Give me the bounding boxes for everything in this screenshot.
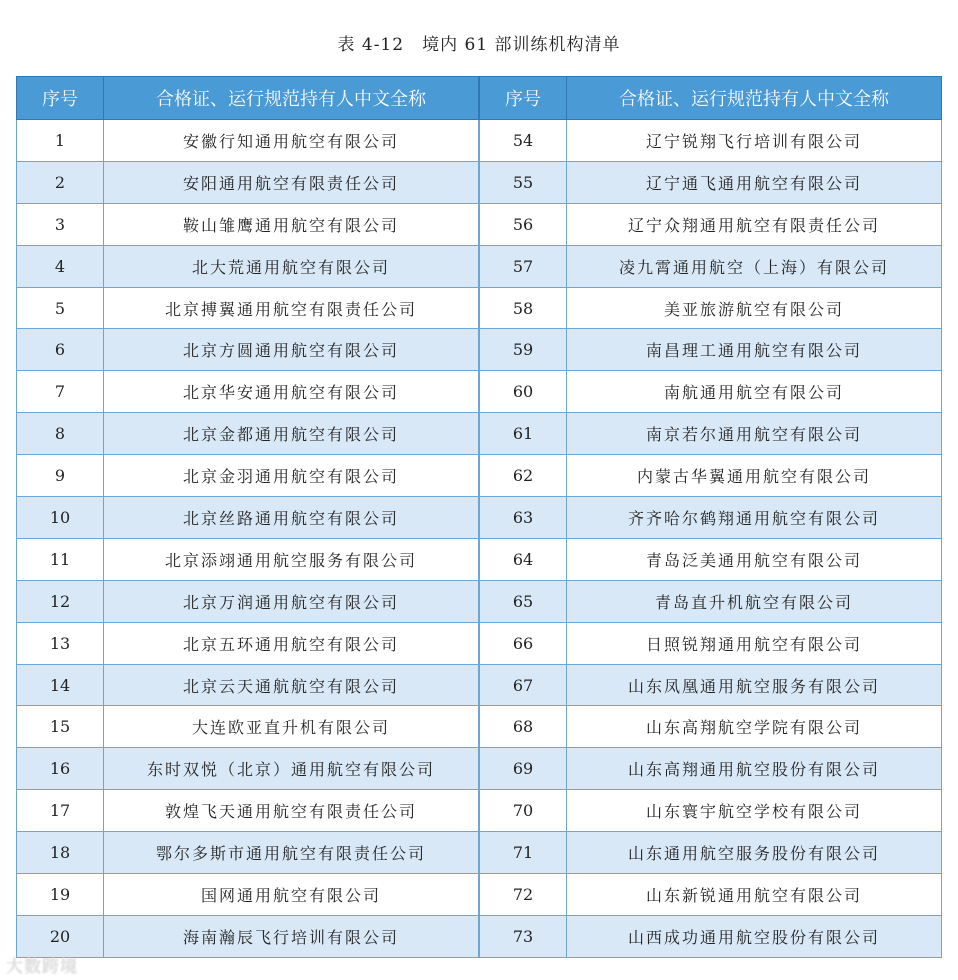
table-row [17,874,479,916]
table-row [480,790,942,832]
row-org-name: 青岛直升机航空有限公司 [567,580,942,622]
row-index: 16 [17,748,104,790]
table-row [17,622,479,664]
table-row [17,748,479,790]
row-org-name: 海南瀚辰飞行培训有限公司 [104,915,479,957]
table-row [480,413,942,455]
row-index: 2 [17,161,104,203]
row-org-name: 山东通用航空服务股份有限公司 [567,832,942,874]
row-index: 3 [17,203,104,245]
row-index: 7 [17,371,104,413]
row-index: 13 [17,622,104,664]
row-org-name: 大连欧亚直升机有限公司 [104,706,479,748]
row-index: 71 [480,832,567,874]
row-index: 63 [480,497,567,539]
table-left-half [16,76,479,958]
row-org-name: 南京若尔通用航空有限公司 [567,413,942,455]
table-row [480,832,942,874]
row-org-name: 山东高翔航空学院有限公司 [567,706,942,748]
table-row [480,120,942,162]
row-org-name: 鄂尔多斯市通用航空有限责任公司 [104,832,479,874]
table-row [480,538,942,580]
row-index: 54 [480,120,567,162]
row-org-name: 国网通用航空有限公司 [104,874,479,916]
table-caption: 表 4-12 境内 61 部训练机构清单 [337,35,621,55]
table-row [17,832,479,874]
header-name: 合格证、运行规范持有人中文全称 [104,77,479,120]
table-row [480,329,942,371]
row-index: 12 [17,580,104,622]
row-index: 70 [480,790,567,832]
row-org-name: 辽宁锐翔飞行培训有限公司 [567,120,942,162]
row-org-name: 内蒙古华翼通用航空有限公司 [567,455,942,497]
table-row [17,455,479,497]
row-org-name: 日照锐翔通用航空有限公司 [567,622,942,664]
row-index: 60 [480,371,567,413]
row-index: 69 [480,748,567,790]
row-index: 61 [480,413,567,455]
table-row [480,497,942,539]
table-row [17,497,479,539]
table-row [480,915,942,957]
table-row [17,706,479,748]
table-row [17,790,479,832]
row-index: 14 [17,664,104,706]
table-row [17,245,479,287]
table-row [480,245,942,287]
row-index: 64 [480,538,567,580]
table-row [17,161,479,203]
row-index: 67 [480,664,567,706]
table-row [17,120,479,162]
row-org-name: 北京金羽通用航空有限公司 [104,455,479,497]
table-row [480,748,942,790]
watermark-logo: 大数跨境 [6,957,78,977]
row-org-name: 美亚旅游航空有限公司 [567,287,942,329]
table-row [17,329,479,371]
header-row [17,77,479,120]
table-row [17,580,479,622]
row-index: 17 [17,790,104,832]
row-index: 55 [480,161,567,203]
row-org-name: 山西成功通用航空股份有限公司 [567,915,942,957]
table-row [17,915,479,957]
row-index: 66 [480,622,567,664]
row-index: 19 [17,874,104,916]
training-org-table [16,76,942,956]
table-row [17,287,479,329]
table-row [480,371,942,413]
table-row [480,203,942,245]
header-name: 合格证、运行规范持有人中文全称 [567,77,942,120]
row-org-name: 山东寰宇航空学校有限公司 [567,790,942,832]
row-index: 57 [480,245,567,287]
header-index: 序号 [480,77,567,120]
row-index: 6 [17,329,104,371]
row-index: 11 [17,538,104,580]
row-index: 18 [17,832,104,874]
row-org-name: 凌九霄通用航空（上海）有限公司 [567,245,942,287]
table-row [480,455,942,497]
row-index: 58 [480,287,567,329]
row-org-name: 北京华安通用航空有限公司 [104,371,479,413]
row-index: 10 [17,497,104,539]
row-index: 73 [480,915,567,957]
row-index: 62 [480,455,567,497]
row-org-name: 青岛泛美通用航空有限公司 [567,538,942,580]
row-index: 72 [480,874,567,916]
row-index: 1 [17,120,104,162]
row-index: 8 [17,413,104,455]
row-index: 5 [17,287,104,329]
table-row [480,874,942,916]
row-org-name: 南航通用航空有限公司 [567,371,942,413]
row-org-name: 北京方圆通用航空有限公司 [104,329,479,371]
row-org-name: 北大荒通用航空有限公司 [104,245,479,287]
row-org-name: 北京丝路通用航空有限公司 [104,497,479,539]
table-row [480,706,942,748]
row-index: 56 [480,203,567,245]
row-org-name: 辽宁众翔通用航空有限责任公司 [567,203,942,245]
table-row [480,287,942,329]
table-row [17,371,479,413]
row-org-name: 北京万润通用航空有限公司 [104,580,479,622]
row-index: 20 [17,915,104,957]
row-org-name: 辽宁通飞通用航空有限公司 [567,161,942,203]
table-right-half [479,76,942,958]
row-index: 59 [480,329,567,371]
table-row [480,580,942,622]
table-row [480,161,942,203]
table-row [480,664,942,706]
table-row [17,538,479,580]
row-org-name: 北京金都通用航空有限公司 [104,413,479,455]
row-org-name: 齐齐哈尔鹤翔通用航空有限公司 [567,497,942,539]
row-index: 15 [17,706,104,748]
row-org-name: 北京添翊通用航空服务有限公司 [104,538,479,580]
table-row [17,664,479,706]
table-row [480,622,942,664]
table-row [17,413,479,455]
row-org-name: 敦煌飞天通用航空有限责任公司 [104,790,479,832]
row-org-name: 东时双悦（北京）通用航空有限公司 [104,748,479,790]
table-row [17,203,479,245]
row-org-name: 安阳通用航空有限责任公司 [104,161,479,203]
header-index: 序号 [17,77,104,120]
row-org-name: 北京搏翼通用航空有限责任公司 [104,287,479,329]
row-org-name: 北京五环通用航空有限公司 [104,622,479,664]
row-org-name: 鞍山雏鹰通用航空有限公司 [104,203,479,245]
row-org-name: 安徽行知通用航空有限公司 [104,120,479,162]
row-index: 65 [480,580,567,622]
row-org-name: 山东新锐通用航空有限公司 [567,874,942,916]
row-org-name: 南昌理工通用航空有限公司 [567,329,942,371]
row-org-name: 山东凤凰通用航空服务有限公司 [567,664,942,706]
row-index: 68 [480,706,567,748]
row-index: 4 [17,245,104,287]
row-org-name: 山东高翔通用航空股份有限公司 [567,748,942,790]
row-org-name: 北京云天通航航空有限公司 [104,664,479,706]
header-row [480,77,942,120]
row-index: 9 [17,455,104,497]
